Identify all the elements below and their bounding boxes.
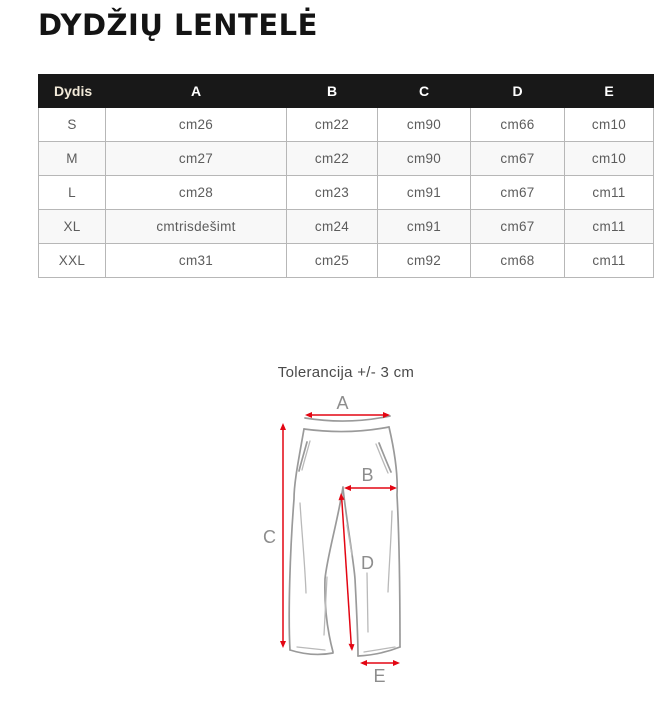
table-row-s bbox=[39, 108, 654, 142]
value-cell: cm23 bbox=[287, 176, 378, 210]
value-cell: cm25 bbox=[287, 244, 378, 278]
value-cell: cm90 bbox=[378, 108, 471, 142]
dim-label-d: D bbox=[361, 553, 375, 573]
value-cell: cm10 bbox=[565, 142, 654, 176]
size-table bbox=[38, 74, 654, 278]
measure-arrow-b bbox=[344, 485, 397, 491]
size-cell: S bbox=[39, 108, 106, 142]
column-header-d: D bbox=[471, 75, 565, 108]
column-header-b: B bbox=[287, 75, 378, 108]
value-cell: cm22 bbox=[287, 108, 378, 142]
table-row-xxl bbox=[39, 244, 654, 278]
pants-diagram-icon bbox=[255, 385, 455, 695]
dim-label-e: E bbox=[373, 666, 387, 686]
tolerance-note: Tolerancija +/- 3 cm bbox=[277, 364, 415, 381]
value-cell: cm11 bbox=[565, 210, 654, 244]
value-cell: cm10 bbox=[565, 108, 654, 142]
value-cell: cm22 bbox=[287, 142, 378, 176]
value-cell: cm67 bbox=[471, 210, 565, 244]
value-cell: cm26 bbox=[106, 108, 287, 142]
column-header-c: C bbox=[378, 75, 471, 108]
value-cell: cmtrisdešimt bbox=[106, 210, 287, 244]
table-row-xl bbox=[39, 210, 654, 244]
column-header-a: A bbox=[106, 75, 287, 108]
value-cell: cm28 bbox=[106, 176, 287, 210]
value-cell: cm67 bbox=[471, 142, 565, 176]
value-cell: cm31 bbox=[106, 244, 287, 278]
measurement-diagram bbox=[255, 385, 455, 695]
table-header-row bbox=[39, 75, 654, 108]
value-cell: cm67 bbox=[471, 176, 565, 210]
dim-label-a: A bbox=[336, 393, 350, 413]
value-cell: cm27 bbox=[106, 142, 287, 176]
size-cell: XXL bbox=[39, 244, 106, 278]
value-cell: cm11 bbox=[565, 176, 654, 210]
dim-label-b: B bbox=[361, 465, 375, 485]
column-header-dydis: Dydis bbox=[39, 75, 106, 108]
column-header-e: E bbox=[565, 75, 654, 108]
table-row-l bbox=[39, 176, 654, 210]
table-row-m bbox=[39, 142, 654, 176]
value-cell: cm91 bbox=[378, 210, 471, 244]
value-cell: cm90 bbox=[378, 142, 471, 176]
value-cell: cm92 bbox=[378, 244, 471, 278]
value-cell: cm66 bbox=[471, 108, 565, 142]
size-cell: M bbox=[39, 142, 106, 176]
page-title: DYDŽIŲ LENTELĖ bbox=[38, 8, 318, 42]
value-cell: cm91 bbox=[378, 176, 471, 210]
size-cell: XL bbox=[39, 210, 106, 244]
value-cell: cm68 bbox=[471, 244, 565, 278]
value-cell: cm24 bbox=[287, 210, 378, 244]
measure-arrow-c bbox=[280, 423, 286, 648]
value-cell: cm11 bbox=[565, 244, 654, 278]
dim-label-c: C bbox=[263, 527, 277, 547]
size-cell: L bbox=[39, 176, 106, 210]
